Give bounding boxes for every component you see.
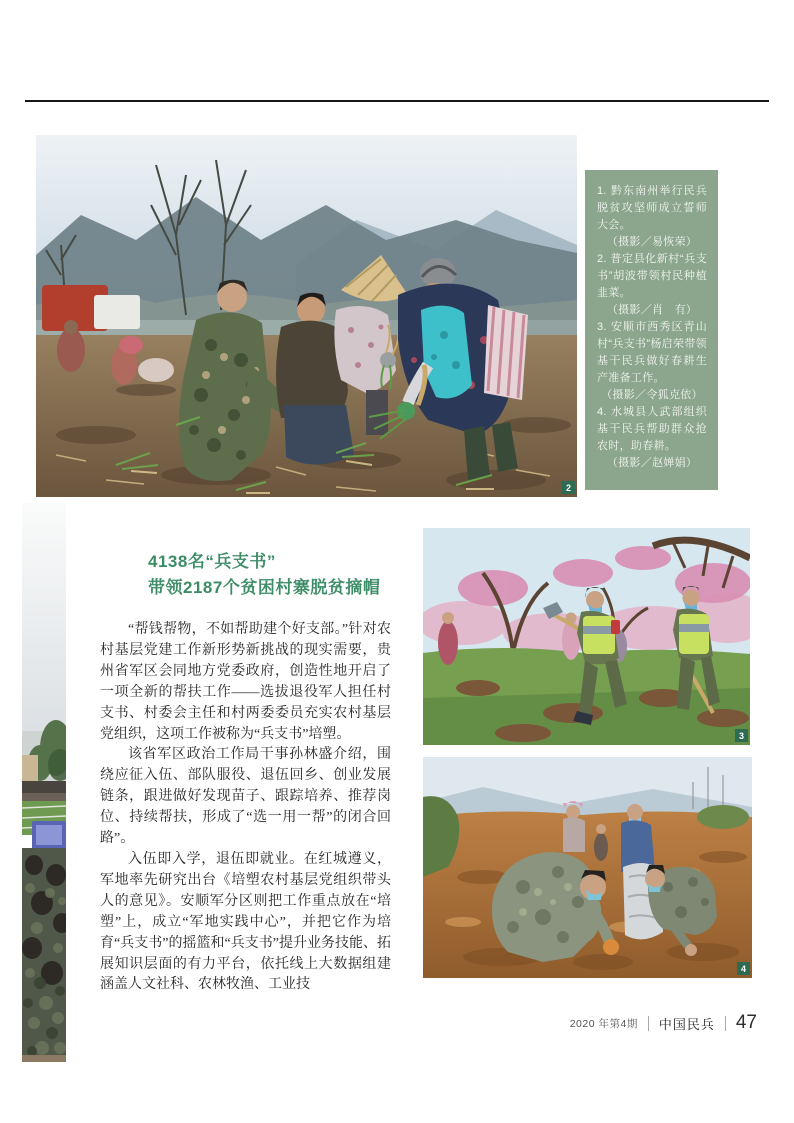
orchard-digging-illustration bbox=[423, 528, 750, 745]
soil-planting-illustration bbox=[423, 757, 752, 978]
article-paragraph: 入伍即入学，退伍即就业。在红城遵义，军地率先研究出台《培塑农村基层党组织带头人的意见》。安顺军分区则把工作重点放在“培塑”上，成立“军地实践中心”，并把它作为培育“兵支书”的摇篮和“兵支书”提升业务技能、拓展知识层面的有力平台，依托线上大数据组建涵盖人文社科、农林牧渔、工业技 bbox=[100, 851, 391, 993]
article-paragraph: “帮钱帮物，不如帮助建个好支部。”针对农村基层党建工作新形势新挑战的现实需要，贵州省军区会同地方党委政府，创造性地开启了一项全新的帮扶工作——选拔退役军人担任村支书、村委会主任和村两委委员充实农村基层党组织，这项工作被称为“兵支书”培塑。 bbox=[100, 622, 391, 742]
photo-field-planting bbox=[36, 135, 577, 497]
photo-left-strip-soldiers bbox=[22, 503, 66, 1062]
field-planting-illustration bbox=[36, 135, 577, 497]
photo-orchard-digging bbox=[423, 528, 750, 745]
article-title-line2: 带领2187个贫困村寨脱贫摘帽 bbox=[148, 578, 381, 597]
footer-divider bbox=[648, 1016, 649, 1031]
page-footer bbox=[570, 1008, 757, 1038]
photo-number-badge: 4 bbox=[737, 962, 750, 975]
footer-magazine-title: 中国民兵 bbox=[658, 1016, 715, 1032]
caption-1-credit: （摄影／易恢荣） bbox=[606, 236, 698, 248]
caption-2-credit: （摄影／肖 有） bbox=[606, 304, 698, 316]
caption-3-credit: （摄影／令狐克依） bbox=[601, 389, 703, 401]
caption-2: 2. 普定县化新村“兵支书”胡波带领村民种植韭菜。 bbox=[597, 253, 707, 299]
top-rule-divider bbox=[25, 100, 769, 102]
photo-captions-box bbox=[585, 170, 718, 490]
photo-number-badge: 3 bbox=[735, 729, 748, 742]
photo-number-badge: 2 bbox=[562, 481, 575, 494]
article-paragraph: 该省军区政治工作局干事孙林盛介绍，围绕应征入伍、部队服役、退伍回乡、创业发展链条，跟进做好发现苗子、跟踪培养、推荐岗位、持续帮扶，形成了“选一用一帮”的闭合回路”。 bbox=[100, 747, 391, 847]
article-body bbox=[100, 620, 391, 995]
caption-1: 1. 黔东南州举行民兵脱贫攻坚师成立誓师大会。 bbox=[597, 185, 707, 231]
article-title bbox=[148, 549, 398, 601]
footer-page-number: 47 bbox=[735, 1012, 757, 1033]
caption-4: 4. 水城县人武部组织基干民兵帮助群众抢农时，助春耕。 bbox=[597, 406, 707, 452]
left-strip-illustration bbox=[22, 503, 66, 1062]
footer-divider bbox=[725, 1016, 726, 1031]
caption-3: 3. 安顺市西秀区青山村“兵支书”杨启荣带领基干民兵做好春耕生产准备工作。 bbox=[597, 321, 707, 384]
photo-soil-planting bbox=[423, 757, 752, 978]
article-title-line1: 4138名“兵支书” bbox=[148, 552, 276, 571]
caption-4-credit: （摄影／赵婵娟） bbox=[606, 457, 698, 469]
footer-issue: 2020 年第4期 bbox=[569, 1017, 638, 1030]
